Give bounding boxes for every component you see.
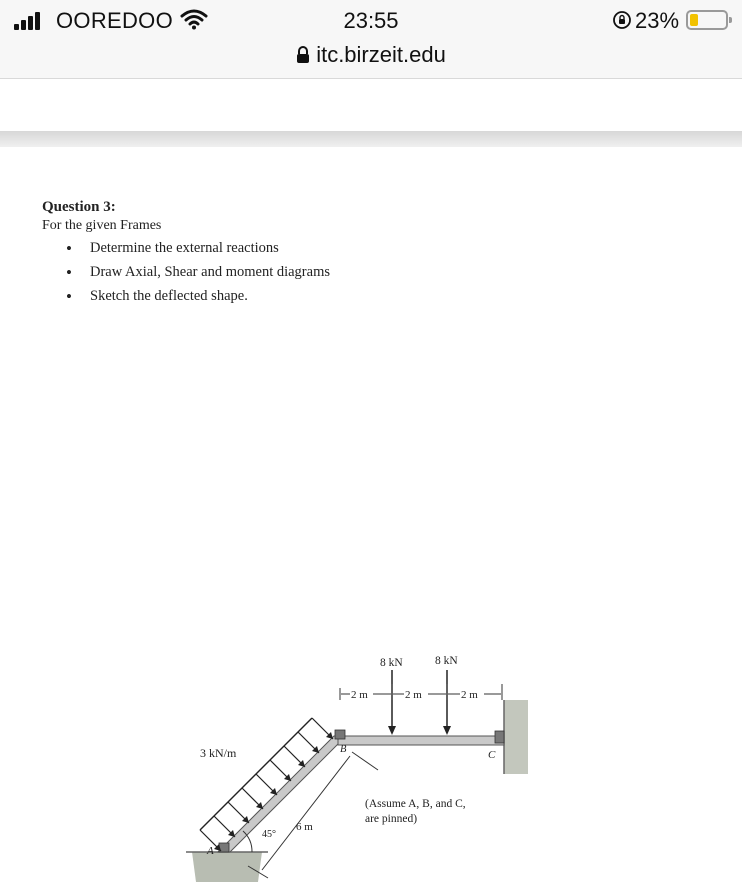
dimension-label-2: 2 m xyxy=(405,689,422,701)
question-title: Question 3: xyxy=(42,199,116,215)
pin-support-c xyxy=(495,731,504,743)
distributed-load-label: 3 kN/m xyxy=(200,746,237,760)
node-label-b: B xyxy=(340,744,347,755)
point-load-left xyxy=(388,670,396,735)
length-label: 6 m xyxy=(296,821,313,833)
note-line-1: (Assume A, B, and C, xyxy=(365,798,466,810)
point-load-right xyxy=(443,670,451,735)
clock-time: 23:55 xyxy=(343,8,399,33)
member-bc xyxy=(338,736,504,745)
load-label-right: 8 kN xyxy=(435,655,458,667)
note-line-2: are pinned) xyxy=(365,813,418,825)
angle-label: 45° xyxy=(262,829,276,840)
load-label-left: 8 kN xyxy=(380,657,403,669)
node-label-c: C xyxy=(488,749,496,761)
dimension-label-1: 2 m xyxy=(351,689,368,701)
node-label-a: A xyxy=(207,845,214,857)
member-ab xyxy=(218,736,346,852)
pin-joint-b xyxy=(335,730,345,739)
dimension-label-3: 2 m xyxy=(461,689,478,701)
carrier-name: OOREDOO xyxy=(56,8,173,33)
ground-hatch-a xyxy=(192,852,262,882)
wall-hatch-c xyxy=(504,700,528,774)
url-text: itc.birzeit.edu xyxy=(316,42,446,67)
battery-percent: 23% xyxy=(635,8,680,33)
task-item: • Sketch the deflected shape. xyxy=(66,288,330,305)
task-item: • Determine the external reactions xyxy=(66,240,330,257)
question-intro: For the given Frames xyxy=(42,218,162,233)
task-item: • Draw Axial, Shear and moment diagrams xyxy=(66,264,330,281)
